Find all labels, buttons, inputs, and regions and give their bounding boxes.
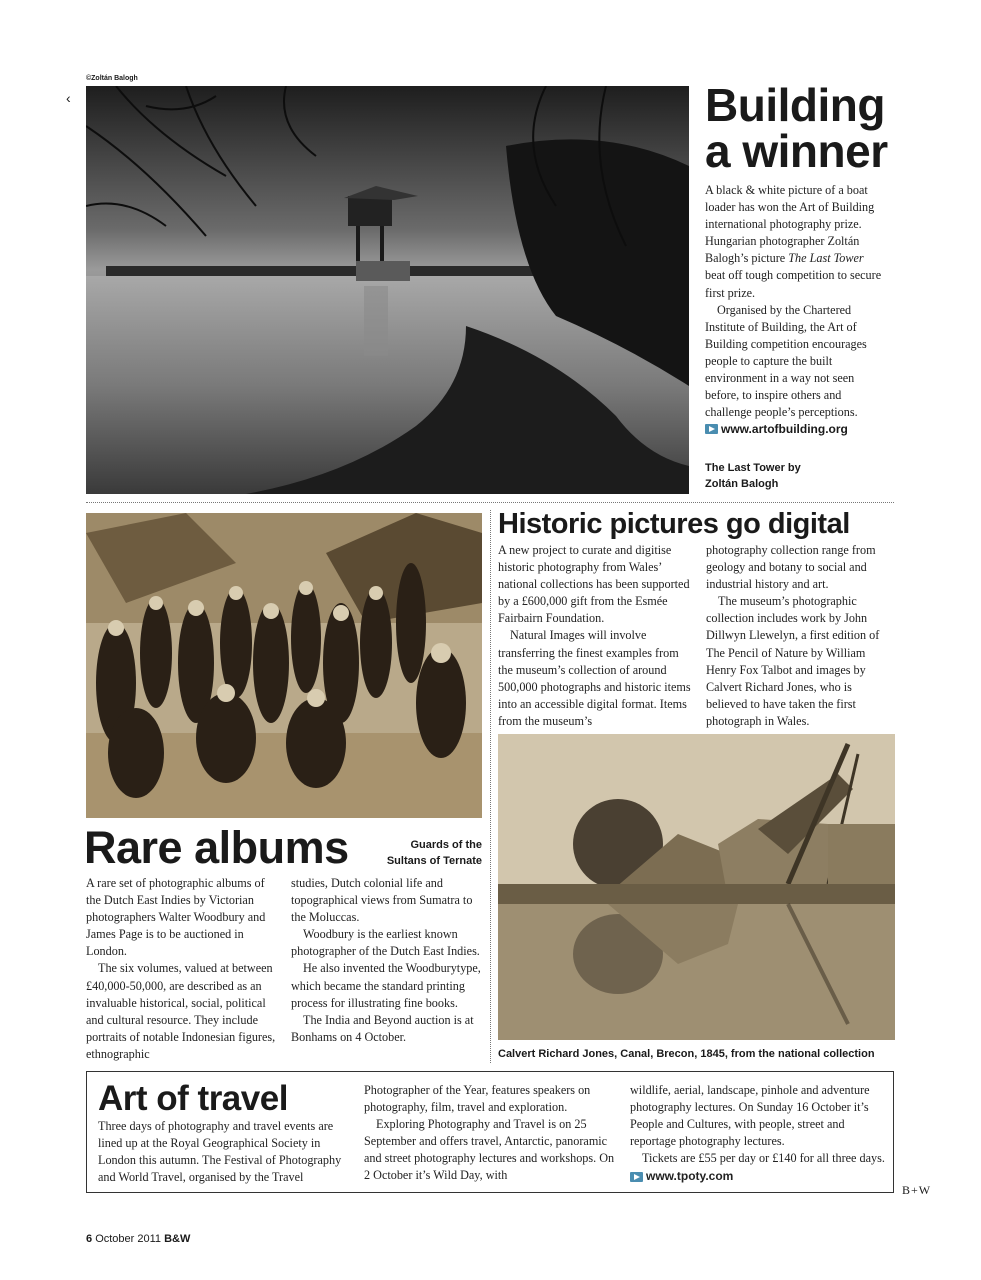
travel-headline: Art of travel [98, 1079, 288, 1118]
last-tower-photo [86, 86, 689, 494]
column-divider [490, 510, 491, 1063]
rare-col2-p2: Woodbury is the earliest known photographer of the Dutch East Indies. [291, 927, 480, 959]
rare-headline: Rare albums [84, 822, 349, 873]
issue-date: October 2011 [95, 1233, 162, 1245]
building-headline-line2: a winner [705, 125, 888, 177]
historic-col2 [706, 542, 894, 730]
travel-col1-p1: Three days of photography and travel events are lined up at the Royal Geographical Society in London this autumn. The Festival of Photography and World Travel, organised by the Travel [98, 1119, 342, 1185]
building-para1-b: beat off tough competition to secure first prize. [705, 268, 882, 300]
travel-col3-p1: wildlife, aerial, landscape, pinhole and adventure photography lectures. On Sunday 16 October it’s People and Cultures, with people, street and reportage photography lectures. [630, 1083, 870, 1149]
historic-col2-p1: photography collection range from geology and botany to social and industrial history and art. [706, 543, 876, 592]
play-link-icon [630, 1172, 643, 1182]
rare-col1 [86, 875, 276, 1063]
guards-photo [86, 513, 482, 818]
historic-col1 [498, 542, 693, 730]
rare-col2-p4: The India and Beyond auction is at Bonhams on 4 October. [291, 1012, 474, 1044]
travel-col2-p1: Photographer of the Year, features speakers on photography, film, travel and exploration. [364, 1083, 591, 1115]
rare-col1-p1: A rare set of photographic albums of the Dutch East Indies by Victorian photographers Walter Woodbury and James Page is to be auctioned in London. [86, 876, 266, 959]
magazine-name: B&W [164, 1233, 191, 1245]
rare-caption-line1: Guards of the [410, 839, 482, 851]
historic-col2-p2: The museum’s photographic collection includes work by John Dillwyn Llewelyn, a first edition of The Pencil of Nature by William Henry Fox Talbot and images by Calvert Richard Jones, who is believed to have taken the first photograph in Wales. [706, 594, 880, 728]
building-caption-line1: The Last Tower by [705, 462, 801, 475]
historic-col1-p2: Natural Images will involve transferring the finest examples from the museum’s collection of around 500,000 photographs and historic items into an accessible digital format. Items from the museum’s [498, 628, 691, 728]
travel-col3-p2: Tickets are £55 per day or £140 for all three days. [642, 1151, 885, 1166]
building-headline-line1: Building [705, 79, 885, 131]
bw-logo: B+W [902, 1183, 932, 1197]
building-caption-line2: Zoltán Balogh [705, 478, 779, 491]
back-arrow-icon[interactable]: ‹ [66, 90, 71, 106]
canal-caption: Calvert Richard Jones, Canal, Brecon, 1845, from the national collection [498, 1048, 875, 1060]
rare-caption [380, 837, 482, 869]
rare-col2-p3: He also invented the Woodburytype, which became the standard printing process for illustrating fine books. [291, 961, 481, 1010]
historic-col1-p1: A new project to curate and digitise historic photography from Wales’ national collections has been supported by a £600,000 gift from the Esmée Fairbairn Foundation. [498, 543, 690, 626]
travel-col2 [364, 1082, 619, 1185]
travel-box [86, 1071, 894, 1193]
travel-link-text[interactable]: www.tpoty.com [646, 1169, 734, 1184]
building-para2: Organised by the Chartered Institute of Building, the Art of Building competition encourages people to capture the built environment in a way not seen before, to inspire others and challenge people’s perceptions. [705, 302, 867, 420]
page-number: 6 [86, 1233, 93, 1245]
divider [86, 502, 894, 503]
building-para1-a: A black & white picture of a boat loader has won the Art of Building international photography prize. Hungarian photographer Zoltán Balogh’s picture [705, 183, 875, 266]
building-para1-title: The Last Tower [788, 251, 864, 266]
historic-headline: Historic pictures go digital [498, 508, 850, 540]
travel-link[interactable] [630, 1168, 888, 1185]
travel-col1 [98, 1118, 353, 1186]
travel-col3 [630, 1082, 888, 1186]
rare-col2 [291, 875, 483, 1046]
building-para1 [705, 182, 885, 302]
photo-credit: ©Zoltán Balogh [86, 75, 138, 82]
rare-caption-line2: Sultans of Ternate [386, 855, 482, 867]
building-link-text[interactable]: www.artofbuilding.org [721, 422, 848, 437]
play-link-icon [705, 424, 718, 434]
canal-photo [498, 734, 895, 1040]
building-article [705, 79, 905, 492]
rare-col2-p1: studies, Dutch colonial life and topographical views from Sumatra to the Moluccas. [291, 876, 473, 925]
travel-col2-p2: Exploring Photography and Travel is on 25 September and offers travel, Antarctic, panoramic and street photography lectures and workshops. On 2 October it’s Wild Day, with [364, 1117, 615, 1183]
building-link[interactable] [705, 422, 905, 436]
page-footer [86, 1233, 190, 1245]
rare-col1-p2: The six volumes, valued at between £40,000-50,000, are described as an invaluable historical, social, political and cultural resource. They include portraits of notable Indonesian figures, ethnographic [86, 961, 276, 1061]
